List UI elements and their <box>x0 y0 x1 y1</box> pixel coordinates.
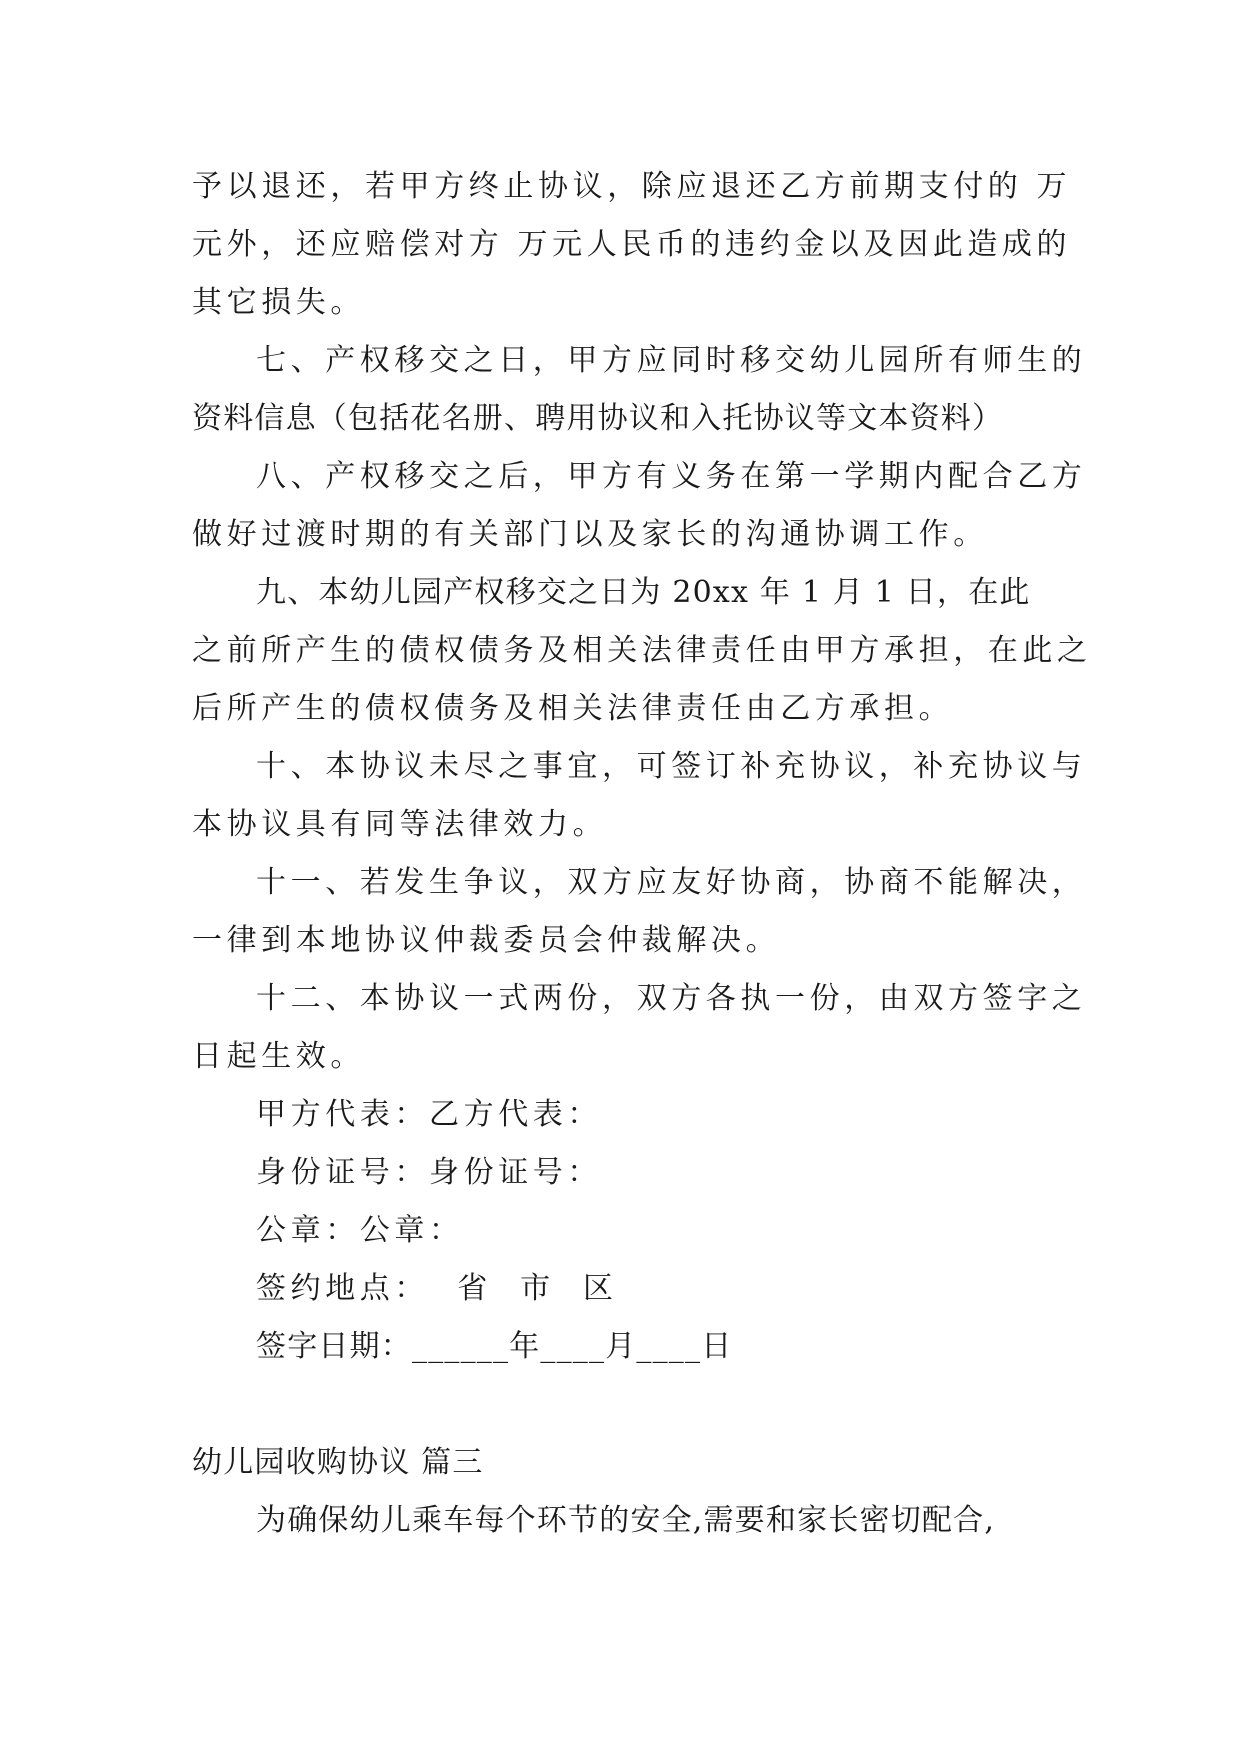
text-line: 之前所产生的债权债务及相关法律责任由甲方承担，在此之 <box>192 633 1092 668</box>
clause-9-line: 九、本幼儿园产权移交之日为 20xx 年 1 月 1 日，在此 <box>256 575 1031 610</box>
section-title: 幼儿园收购协议 篇三 <box>192 1445 484 1480</box>
text-line: 做好过渡时期的有关部门以及家长的沟通协调工作。 <box>192 517 988 552</box>
party-representatives: 甲方代表：乙方代表： <box>256 1097 602 1132</box>
clause-8-line: 八、产权移交之后，甲方有义务在第一学期内配合乙方 <box>256 459 1087 494</box>
clause-7-line: 七、产权移交之日，甲方应同时移交幼儿园所有师生的 <box>256 343 1087 378</box>
text-line: 予以退还，若甲方终止协议，除应退还乙方前期支付的 万 <box>192 169 1072 204</box>
section-first-line: 为确保幼儿乘车每个环节的安全,需要和家长密切配合, <box>256 1503 996 1538</box>
text-line: 日起生效。 <box>192 1039 365 1074</box>
signing-date: 签字日期：______年____月____日 <box>256 1329 733 1364</box>
text-line: 资料信息（包括花名册、聘用协议和入托协议等文本资料） <box>192 401 1004 436</box>
official-seals: 公章：公章： <box>256 1213 464 1248</box>
spacer <box>192 1376 1052 1434</box>
id-numbers: 身份证号：身份证号： <box>256 1155 602 1190</box>
text-line: 后所产生的债权债务及相关法律责任由乙方承担。 <box>192 691 954 726</box>
clause-10-line: 十、本协议未尽之事宜，可签订补充协议，补充协议与 <box>256 749 1087 784</box>
clause-11-line: 十一、若发生争议，双方应友好协商，协商不能解决， <box>256 865 1087 900</box>
text-line: 一律到本地协议仲裁委员会仲裁解决。 <box>192 923 781 958</box>
clause-12-line: 十二、本协议一式两份，双方各执一份，由双方签字之 <box>256 981 1087 1016</box>
text-line: 元外，还应赔偿对方 万元人民币的违约金以及因此造成的 <box>192 227 1072 262</box>
document-body <box>192 158 1092 1550</box>
text-line: 本协议具有同等法律效力。 <box>192 807 608 842</box>
text-line: 其它损失。 <box>192 285 365 320</box>
signing-location: 签约地点： 省 市 区 <box>256 1271 618 1306</box>
